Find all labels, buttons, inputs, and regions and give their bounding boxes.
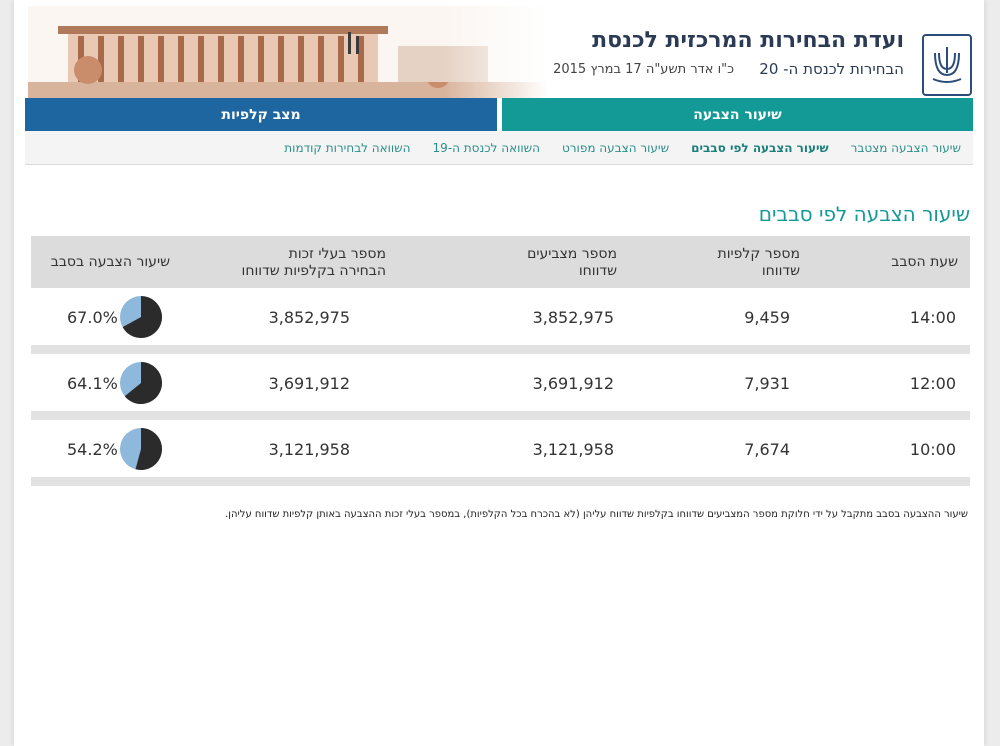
header-round-turnout: שיעור הצבעה בסבב — [50, 254, 170, 270]
election-subtitle: הבחירות לכנסת ה- 20 — [759, 60, 904, 78]
knesset-banner-image — [28, 6, 548, 98]
cell-round-time: 12:00 — [909, 374, 956, 393]
cell-round-time: 14:00 — [909, 308, 956, 327]
election-date: כ"ו אדר תשע"ה 17 במרץ 2015 — [553, 62, 734, 77]
tab-turnout[interactable] — [502, 98, 973, 131]
tab-ballot-status-label: מצב קלפיות — [221, 106, 301, 123]
cell-voters: 3,691,912 — [532, 374, 614, 393]
header-eligible-voters — [242, 246, 387, 280]
header-voters-line2: שדווחו — [578, 263, 617, 279]
cell-ballots: 9,459 — [744, 308, 790, 327]
cell-turnout: 67.0% — [67, 308, 118, 327]
tab-ballot-status[interactable] — [25, 98, 497, 131]
turnout-footnote: שיעור ההצבעה בסבב מתקבל על ידי חלוקת מספר המצביעים שדווחו בקלפיות שדווח עליהן (לא בהכרח בכל הקלפיות), במספר בעלי זכות ההצבעה באותן קלפיות שדווח עליהן. — [225, 509, 968, 520]
header-ballots-line2: שדווחו — [761, 263, 800, 279]
turnout-pie-icon — [119, 295, 163, 339]
cell-eligible: 3,852,975 — [268, 308, 350, 327]
cell-voters: 3,852,975 — [532, 308, 614, 327]
state-emblem-icon — [922, 34, 972, 96]
header-voters-reported — [527, 246, 617, 280]
site-header — [14, 0, 984, 98]
table-header — [31, 236, 970, 288]
header-eligible-line1: מספר בעלי זכות — [288, 246, 386, 262]
header-eligible-line2: הבחירה בקלפיות שדווחו — [241, 263, 386, 279]
subnav-compare-19th-knesset[interactable]: השוואה לכנסת ה-19 — [432, 140, 540, 155]
turnout-table — [31, 236, 970, 486]
cell-ballots: 7,931 — [744, 374, 790, 393]
table-row — [31, 354, 970, 420]
turnout-pie-icon — [119, 427, 163, 471]
cell-eligible: 3,691,912 — [268, 374, 350, 393]
table-row — [31, 420, 970, 486]
header-ballots-reported — [718, 246, 800, 280]
page-container — [14, 0, 984, 746]
cell-voters: 3,121,958 — [532, 440, 614, 459]
cell-eligible: 3,121,958 — [268, 440, 350, 459]
cell-turnout: 54.2% — [67, 440, 118, 459]
table-row — [31, 288, 970, 354]
cell-turnout: 64.1% — [67, 374, 118, 393]
header-voters-line1: מספר מצביעים — [527, 246, 617, 262]
sub-navigation — [25, 131, 973, 165]
tab-turnout-label: שיעור הצבעה — [693, 106, 782, 123]
cell-round-time: 10:00 — [909, 440, 956, 459]
header-ballots-line1: מספר קלפיות — [717, 246, 800, 262]
header-round-time: שעת הסבב — [891, 254, 958, 270]
site-title: ועדת הבחירות המרכזית לכנסת — [592, 28, 904, 53]
turnout-pie-icon — [119, 361, 163, 405]
subnav-detailed-turnout[interactable]: שיעור הצבעה מפורט — [562, 140, 670, 155]
subnav-turnout-by-round[interactable]: שיעור הצבעה לפי סבבים — [691, 140, 829, 155]
section-title: שיעור הצבעה לפי סבבים — [758, 202, 970, 226]
subnav-compare-previous-elections[interactable]: השוואה לבחירות קודמות — [284, 140, 411, 155]
cell-ballots: 7,674 — [744, 440, 790, 459]
subnav-cumulative-turnout[interactable]: שיעור הצבעה מצטבר — [850, 140, 961, 155]
